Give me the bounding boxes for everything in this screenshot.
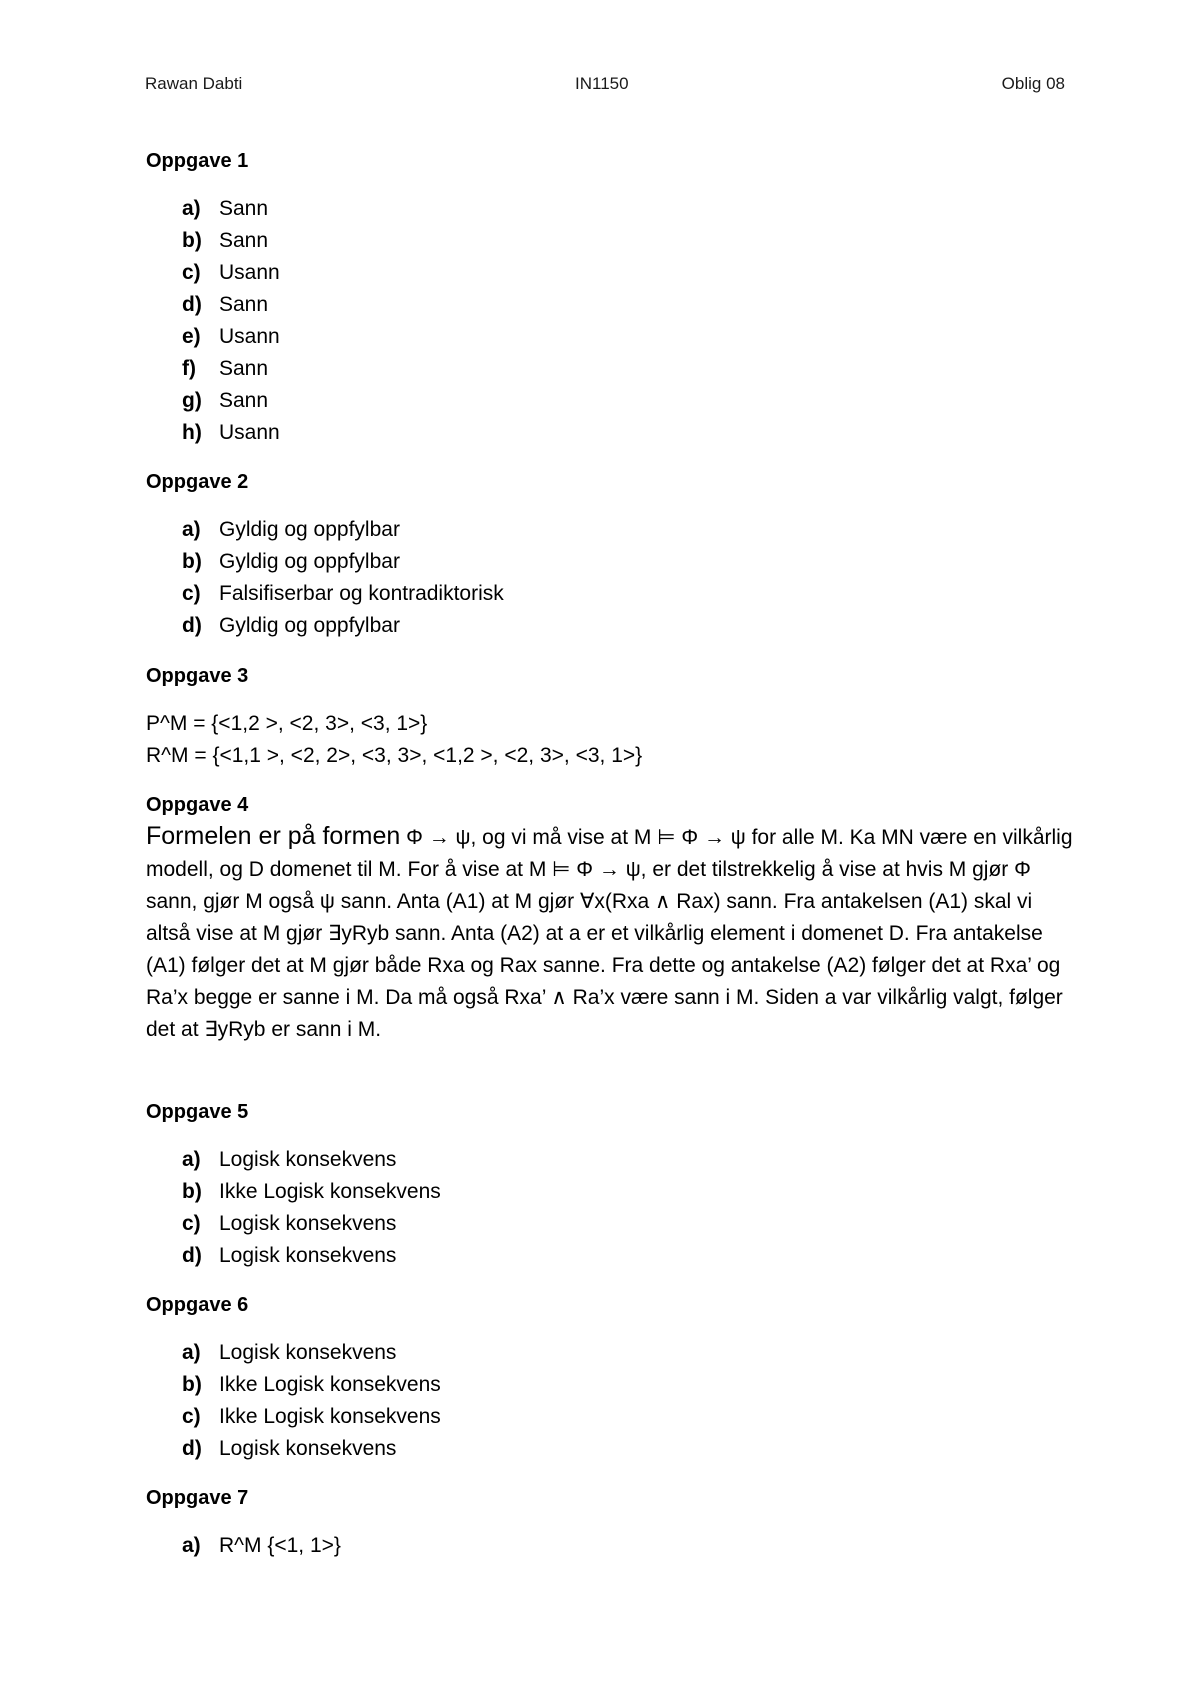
list-marker: d) — [182, 1437, 202, 1460]
list-item — [0, 357, 1200, 389]
answer-text: Sann — [219, 197, 269, 220]
list-item — [0, 1341, 1200, 1373]
answer-text: Usann — [219, 325, 280, 348]
header-title: Oblig 08 — [1001, 74, 1065, 93]
oppgave-1-heading: Oppgave 1 — [146, 150, 249, 172]
proof-body: Φ → ψ, og vi må vise at M ⊨ Φ → ψ for alle M. Ka MN være en vilkårlig modell, og D domenet til M. For å vise at M ⊨ Φ → ψ, er det tilstrekkelig å vise at hvis M gjør Φ sann, gjør M også ψ sann. Anta (A1) at M gjør ∀x(Rxa ∧ Rax) sann. Fra antakelsen (A1) skal vi altså vise at M gjør ∃yRyb sann. Anta (A2) at a er et vilkårlig element i domenet D. Fra antakelse (A1) følger det at M gjør både Rxa og Rax sanne. Fra dette og antakelse (A2) følger det at Rxa’ og Ra’x begge er sanne i M. Da må også Rxa’ ∧ Ra’x være sann i M. Siden a var vilkårlig valgt, følger det at ∃yRyb er sann i M. — [146, 826, 1073, 1041]
list-item — [0, 518, 1200, 550]
list-marker: c) — [182, 1212, 201, 1235]
list-marker: h) — [182, 421, 202, 444]
header-course: IN1150 — [575, 74, 629, 93]
answer-text: Gyldig og oppfylbar — [219, 550, 400, 573]
header-author: Rawan Dabti — [145, 74, 243, 93]
list-item — [0, 229, 1200, 261]
answer-text: Logisk konsekvens — [219, 1244, 397, 1267]
answer-text: Logisk konsekvens — [219, 1148, 397, 1171]
oppgave-1-list — [0, 197, 1200, 453]
list-item — [0, 197, 1200, 229]
answer-text: Ikke Logisk konsekvens — [219, 1180, 441, 1203]
list-marker: b) — [182, 1373, 202, 1396]
pm-definition: P^M = {<1,2 >, <2, 3>, <3, 1>} — [146, 712, 428, 735]
oppgave-5-heading: Oppgave 5 — [146, 1101, 249, 1123]
oppgave-2-list — [0, 518, 1200, 646]
oppgave-6-list — [0, 1341, 1200, 1469]
oppgave-4-heading: Oppgave 4 — [146, 794, 249, 816]
answer-text: Ikke Logisk konsekvens — [219, 1405, 441, 1428]
answer-text: Sann — [219, 357, 269, 380]
list-item — [0, 550, 1200, 582]
list-item — [0, 1148, 1200, 1180]
list-item — [0, 325, 1200, 357]
oppgave-3-heading: Oppgave 3 — [146, 665, 249, 687]
list-item — [0, 1373, 1200, 1405]
answer-text: Sann — [219, 229, 269, 252]
list-marker: e) — [182, 325, 201, 348]
oppgave-2-heading: Oppgave 2 — [146, 471, 249, 493]
list-marker: b) — [182, 229, 202, 252]
list-marker: c) — [182, 582, 201, 605]
list-marker: c) — [182, 261, 201, 284]
oppgave-5-list — [0, 1148, 1200, 1276]
list-item — [0, 421, 1200, 453]
list-item — [0, 1180, 1200, 1212]
list-item — [0, 1244, 1200, 1276]
list-item — [0, 1437, 1200, 1469]
list-item — [0, 293, 1200, 325]
answer-text: Sann — [219, 389, 269, 412]
list-marker: a) — [182, 518, 201, 541]
list-marker: d) — [182, 1244, 202, 1267]
answer-text: Logisk konsekvens — [219, 1212, 397, 1235]
oppgave-6-heading: Oppgave 6 — [146, 1294, 249, 1316]
list-marker: b) — [182, 1180, 202, 1203]
list-marker: d) — [182, 614, 202, 637]
answer-text: Logisk konsekvens — [219, 1437, 397, 1460]
list-item — [0, 261, 1200, 293]
page-header — [145, 74, 1065, 100]
answer-text: Usann — [219, 421, 280, 444]
list-item — [0, 389, 1200, 421]
answer-text: Falsifiserbar og kontradiktorisk — [219, 582, 504, 605]
proof-lead: Formelen er på formen — [146, 822, 401, 850]
answer-text: Ikke Logisk konsekvens — [219, 1373, 441, 1396]
oppgave-7-list — [0, 1534, 1200, 1566]
answer-text: Usann — [219, 261, 280, 284]
proof-paragraph — [146, 820, 1076, 1046]
list-item — [0, 614, 1200, 646]
list-marker: a) — [182, 1341, 201, 1364]
list-item — [0, 1534, 1200, 1566]
answer-text: R^M {<1, 1>} — [219, 1534, 341, 1557]
list-marker: d) — [182, 293, 202, 316]
answer-text: Logisk konsekvens — [219, 1341, 397, 1364]
list-marker: a) — [182, 1148, 201, 1171]
list-marker: c) — [182, 1405, 201, 1428]
rm-definition: R^M = {<1,1 >, <2, 2>, <3, 3>, <1,2 >, <2, 3>, <3, 1>} — [146, 744, 643, 767]
answer-text: Sann — [219, 293, 269, 316]
list-item — [0, 1212, 1200, 1244]
list-marker: a) — [182, 197, 201, 220]
answer-text: Gyldig og oppfylbar — [219, 518, 400, 541]
list-marker: g) — [182, 389, 202, 412]
list-marker: f) — [182, 357, 196, 380]
answer-text: Gyldig og oppfylbar — [219, 614, 400, 637]
list-marker: b) — [182, 550, 202, 573]
list-item — [0, 1405, 1200, 1437]
oppgave-7-heading: Oppgave 7 — [146, 1487, 249, 1509]
list-item — [0, 582, 1200, 614]
list-marker: a) — [182, 1534, 201, 1557]
